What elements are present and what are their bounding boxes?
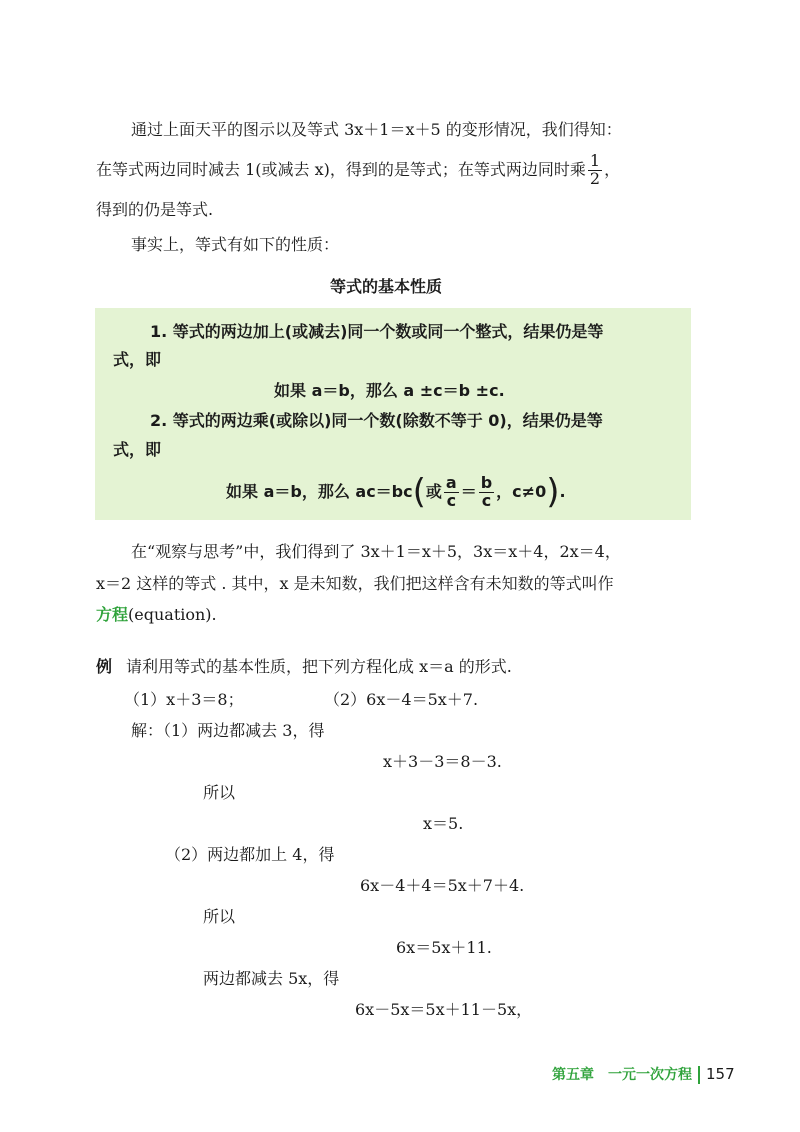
para1-line2 (96, 153, 620, 188)
so-1: 所以 (203, 783, 236, 802)
equation-4: 6x＝5x＋11. (396, 938, 492, 957)
example-text: 请利用等式的基本性质，把下列方程化成 x＝a 的形式. (126, 657, 512, 676)
property1-formula: 如果 a＝b，那么 a ±c＝b ±c. (274, 381, 505, 400)
example-heading (96, 657, 512, 676)
page-footer (552, 1064, 735, 1084)
term-english: (equation). (128, 605, 217, 624)
page-number: 157 (706, 1065, 735, 1083)
footer-divider (698, 1066, 700, 1084)
part2-intro: （2）两边都加上 4，得 (165, 845, 335, 864)
fraction-b-over-c (479, 475, 494, 510)
property2-formula-main: 如果 a＝b，那么 ac＝bc (226, 481, 413, 501)
section-title: 等式的基本性质 (330, 277, 443, 296)
or-word: 或 (425, 481, 442, 501)
para1-line3: 得到的仍是等式. (96, 200, 214, 219)
para1-line1: 通过上面天平的图示以及等式 3x＋1＝x＋5 的变形情况，我们得知： (131, 120, 622, 139)
one-half-fraction (588, 153, 602, 188)
example-q1: （1）x＋3＝8； (124, 690, 244, 709)
property2-formula (226, 472, 566, 513)
para3-line1: 在“观察与思考”中，我们得到了 3x＋1＝x＋5，3x＝x＋4，2x＝4， (131, 542, 621, 561)
fraction-numerator: a (445, 473, 457, 493)
equation-2: x＝5. (423, 814, 464, 833)
equation-1: x＋3－3＝8－3. (383, 752, 502, 771)
formula-end: . (559, 481, 566, 501)
para2: 事实上，等式有如下的性质： (131, 235, 340, 254)
fraction-numerator: b (480, 473, 493, 493)
fraction-numerator: 1 (589, 151, 601, 170)
example-q2: （2）6x－4＝5x＋7. (324, 690, 479, 709)
para1-line2-text: 在等式两边同时减去 1(或减去 x)，得到的是等式；在等式两边同时乘 (96, 159, 586, 179)
property2-line2: 式，即 (113, 440, 162, 459)
para1-line2-end: ， (604, 159, 621, 179)
key-term-fangcheng: 方程 (96, 605, 129, 624)
equation-3: 6x－4＋4＝5x＋7＋4. (360, 876, 525, 895)
solution-intro: 解：（1）两边都减去 3，得 (131, 721, 325, 740)
right-paren: ) (546, 472, 560, 512)
chapter-title: 第五章 一元一次方程 (552, 1067, 692, 1083)
step-2: 两边都减去 5x，得 (203, 969, 340, 988)
fraction-denominator: c (481, 490, 492, 510)
fraction-denominator: c (446, 490, 457, 510)
property2-line1: 2. 等式的两边乘(或除以)同一个数(除数不等于 0)，结果仍是等 (150, 411, 603, 430)
condition-text: ，c≠0 (496, 481, 547, 501)
left-paren: ( (412, 472, 426, 512)
equation-5: 6x－5x＝5x＋11－5x， (355, 1000, 533, 1019)
example-label: 例 (96, 657, 113, 676)
so-2: 所以 (203, 907, 236, 926)
property1-line1: 1. 等式的两边加上(或减去)同一个数或同一个整式，结果仍是等 (150, 322, 604, 341)
fraction-denominator: 2 (589, 168, 601, 188)
property1-line2: 式，即 (113, 350, 162, 369)
fraction-a-over-c (444, 475, 459, 510)
para3-line3 (96, 605, 217, 624)
equals-sign: ＝ (460, 481, 477, 501)
para3-line2: x＝2 这样的等式 . 其中，x 是未知数，我们把这样含有未知数的等式叫作 (96, 574, 614, 593)
